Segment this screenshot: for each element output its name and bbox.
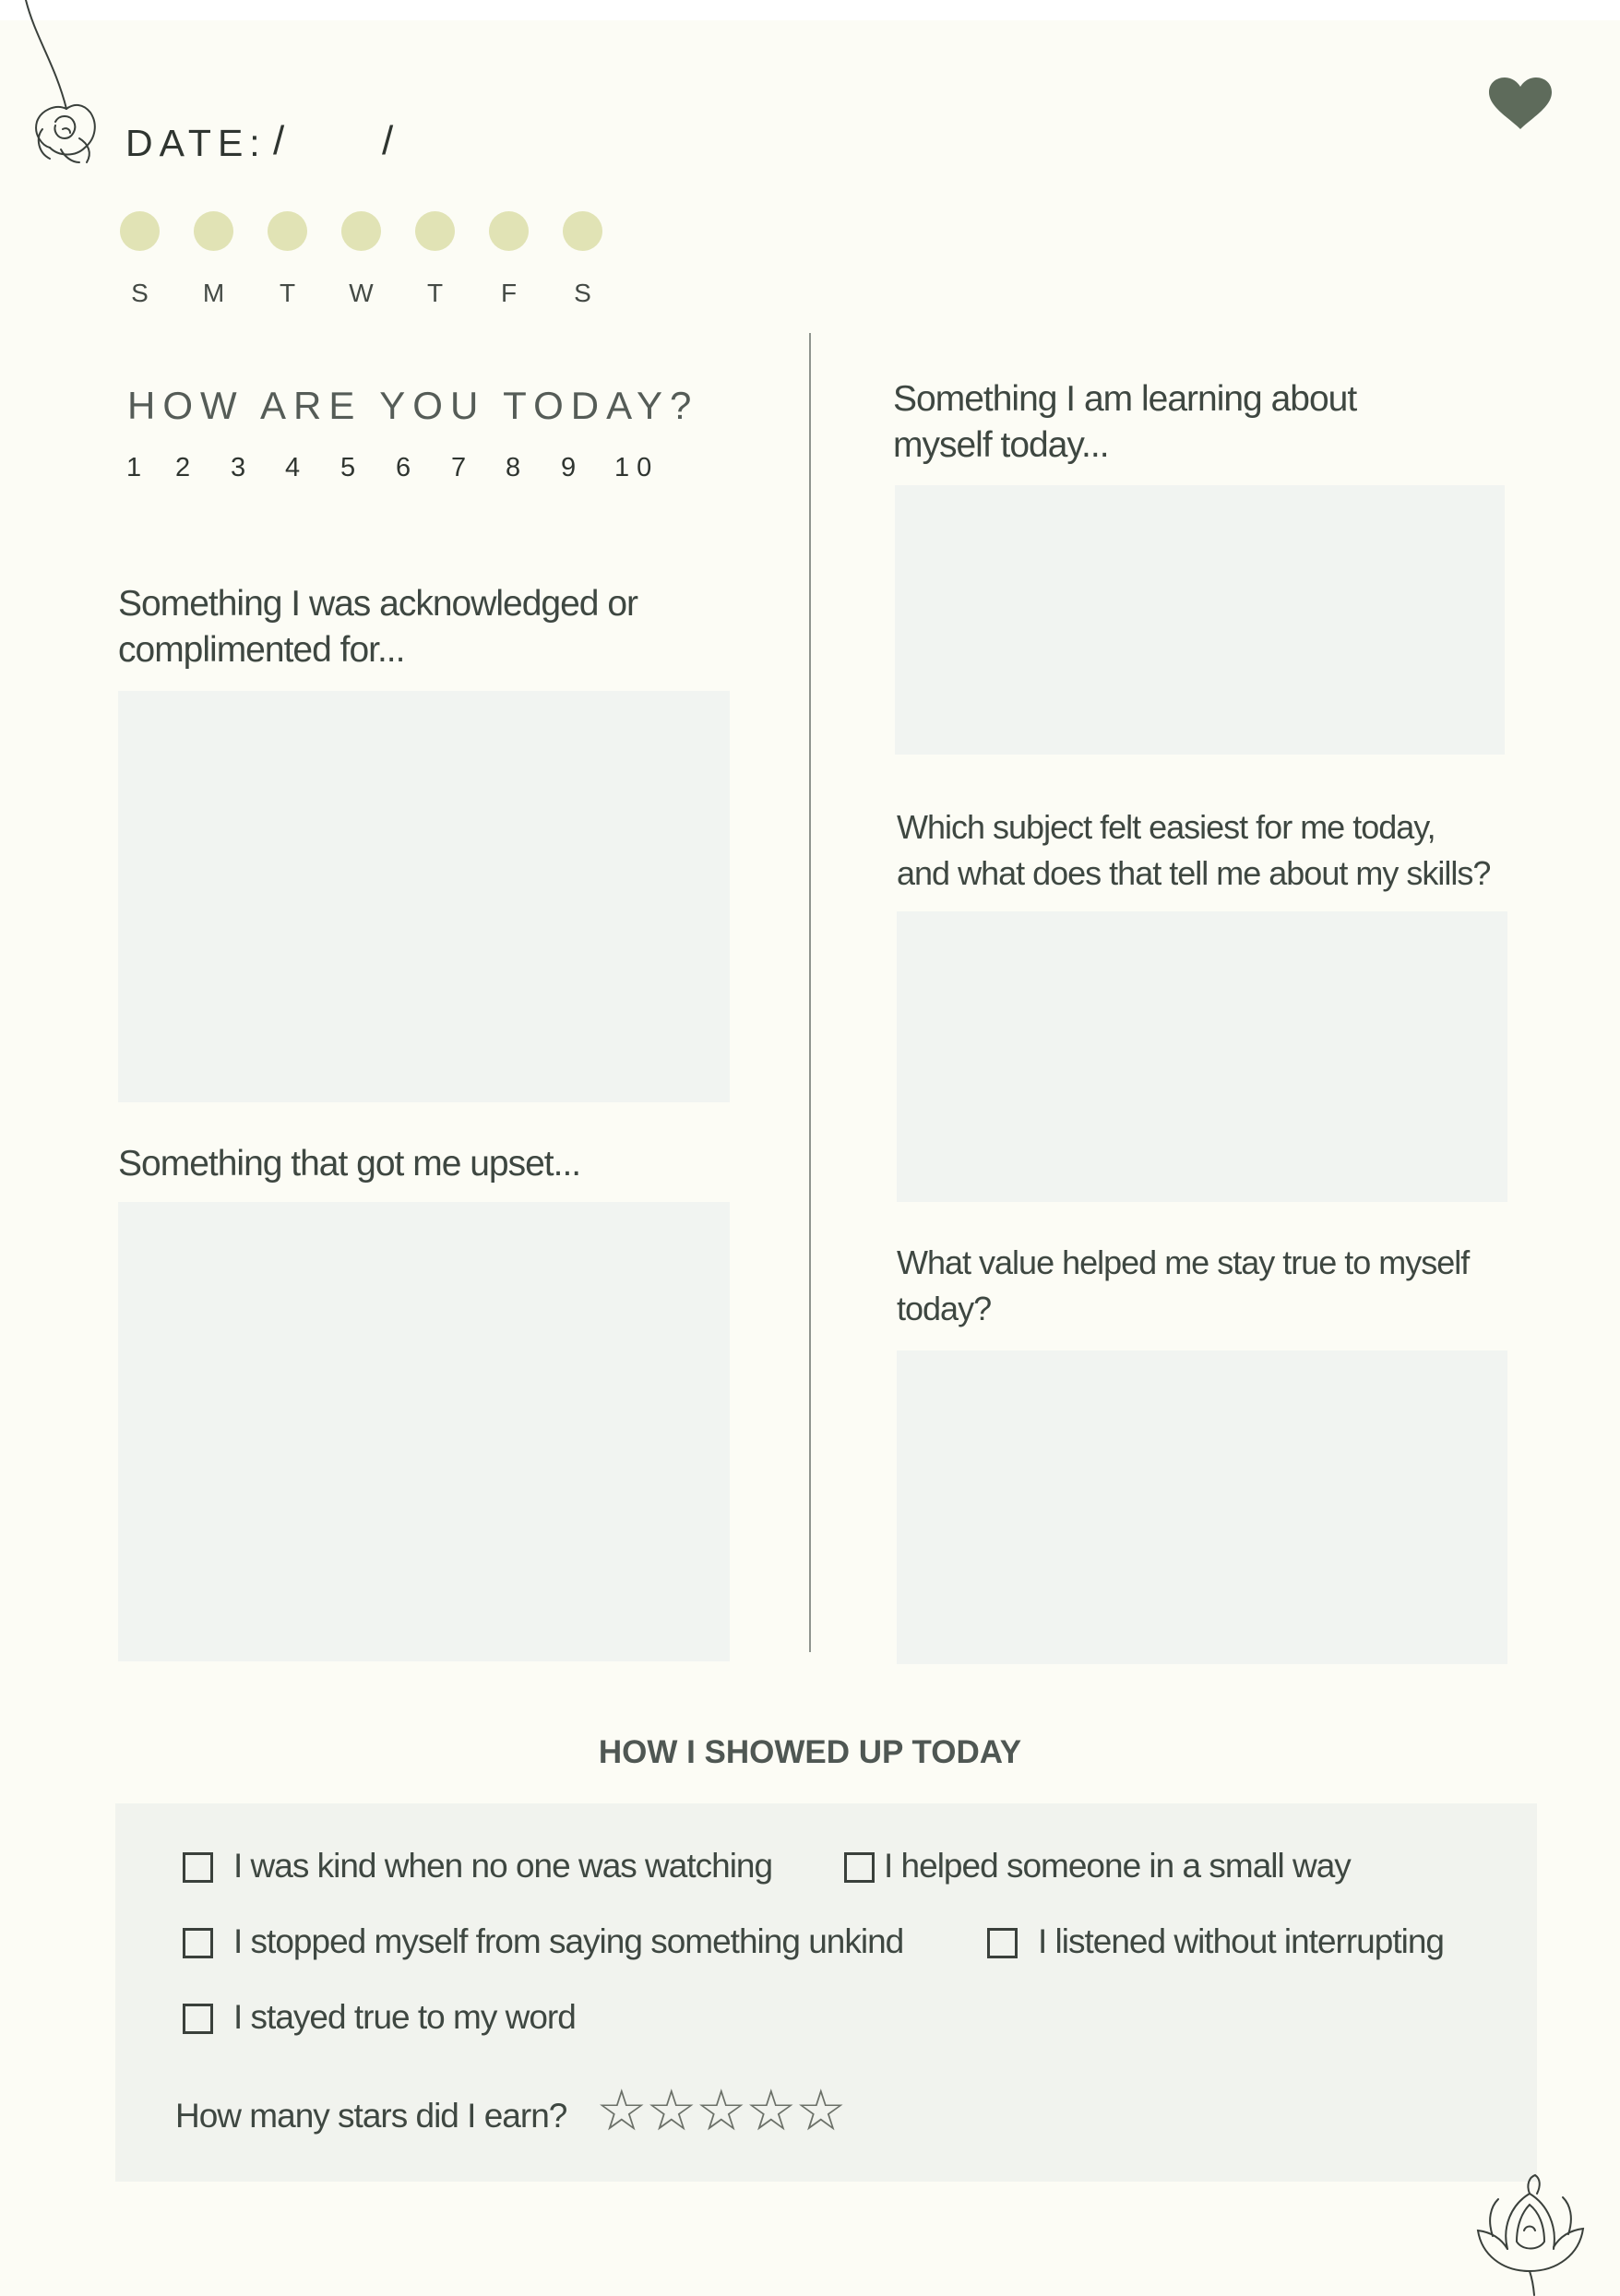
subject-prompt [897, 804, 1561, 897]
weekday-label: F [500, 279, 518, 307]
value-prompt-line: today? [897, 1290, 992, 1327]
mood-rating-9[interactable]: 9 [561, 453, 577, 482]
acknowledged-prompt-line: Something I was acknowledged or [118, 584, 638, 624]
checkbox-kind[interactable] [183, 1852, 213, 1883]
weekday-label: W [349, 279, 374, 307]
value-prompt-line: What value helped me stay true to myself [897, 1243, 1470, 1281]
subject-prompt-line: and what does that tell me about my skills? [897, 854, 1491, 892]
mood-rating-7[interactable]: 7 [451, 453, 467, 482]
subject-writing-box[interactable] [897, 911, 1507, 1202]
mood-rating-2[interactable]: 2 [175, 453, 191, 482]
date-slash-day: / [382, 118, 394, 163]
mood-rating-5[interactable]: 5 [340, 453, 356, 482]
weekday-dot-sat[interactable] [563, 211, 602, 251]
weekday-dot-tue[interactable] [268, 211, 307, 251]
checkbox-label: I helped someone in a small way [884, 1847, 1351, 1885]
weekday-label: S [574, 279, 591, 307]
column-divider [809, 333, 811, 1652]
learning-prompt-line: myself today... [893, 425, 1109, 465]
value-prompt [897, 1240, 1561, 1332]
learning-prompt-line: Something I am learning about [893, 379, 1357, 419]
checkbox-label: I was kind when no one was watching [233, 1847, 773, 1885]
checkbox-helped[interactable] [844, 1852, 875, 1883]
mood-rating-8[interactable]: 8 [506, 453, 521, 482]
weekday-dot-thu[interactable] [415, 211, 455, 251]
flower-line-icon [1465, 2175, 1603, 2295]
acknowledged-prompt-line: complimented for... [118, 630, 405, 670]
checkbox-label: I stopped myself from saying something unkind [233, 1922, 904, 1960]
mood-rating-10[interactable]: 10 [614, 453, 660, 482]
mood-rating-6[interactable]: 6 [396, 453, 411, 482]
star-icon[interactable]: ☆ [745, 2079, 797, 2143]
checkbox-listened[interactable] [987, 1928, 1018, 1958]
weekday-label: M [202, 279, 225, 307]
learning-writing-box[interactable] [895, 485, 1505, 755]
mood-rating-1[interactable]: 1 [126, 453, 142, 482]
upset-prompt: Something that got me upset... [118, 1144, 581, 1184]
weekday-dot-mon[interactable] [194, 211, 233, 251]
weekday-label: T [279, 279, 296, 307]
value-writing-box[interactable] [897, 1350, 1507, 1664]
date-label: DATE: [125, 122, 267, 164]
checkbox-word[interactable] [183, 2004, 213, 2034]
weekday-label: S [131, 279, 149, 307]
upset-writing-box[interactable] [118, 1202, 730, 1661]
star-icon[interactable]: ☆ [795, 2079, 847, 2143]
weekday-dot-fri[interactable] [489, 211, 529, 251]
weekday-dot-sun[interactable] [120, 211, 160, 251]
heart-icon [1489, 77, 1552, 131]
flower-line-icon [18, 0, 120, 171]
star-icon[interactable]: ☆ [696, 2079, 747, 2143]
mood-rating-4[interactable]: 4 [285, 453, 301, 482]
weekday-label: T [426, 279, 444, 307]
mood-rating-3[interactable]: 3 [231, 453, 246, 482]
learning-prompt [893, 376, 1539, 469]
checkbox-label: I listened without interrupting [1038, 1922, 1444, 1960]
star-icon[interactable]: ☆ [646, 2079, 697, 2143]
subject-prompt-line: Which subject felt easiest for me today, [897, 808, 1435, 846]
date-slash-month: / [273, 118, 285, 163]
mood-title: HOW ARE YOU TODAY? [127, 384, 699, 427]
showed-up-title: HOW I SHOWED UP TODAY [598, 1734, 1022, 1770]
weekday-dot-wed[interactable] [341, 211, 381, 251]
checkbox-label: I stayed true to my word [233, 1998, 576, 2036]
acknowledged-writing-box[interactable] [118, 691, 730, 1102]
stars-question: How many stars did I earn? [175, 2097, 567, 2135]
acknowledged-prompt [118, 581, 782, 673]
star-icon[interactable]: ☆ [596, 2079, 648, 2143]
checkbox-stopped[interactable] [183, 1928, 213, 1958]
